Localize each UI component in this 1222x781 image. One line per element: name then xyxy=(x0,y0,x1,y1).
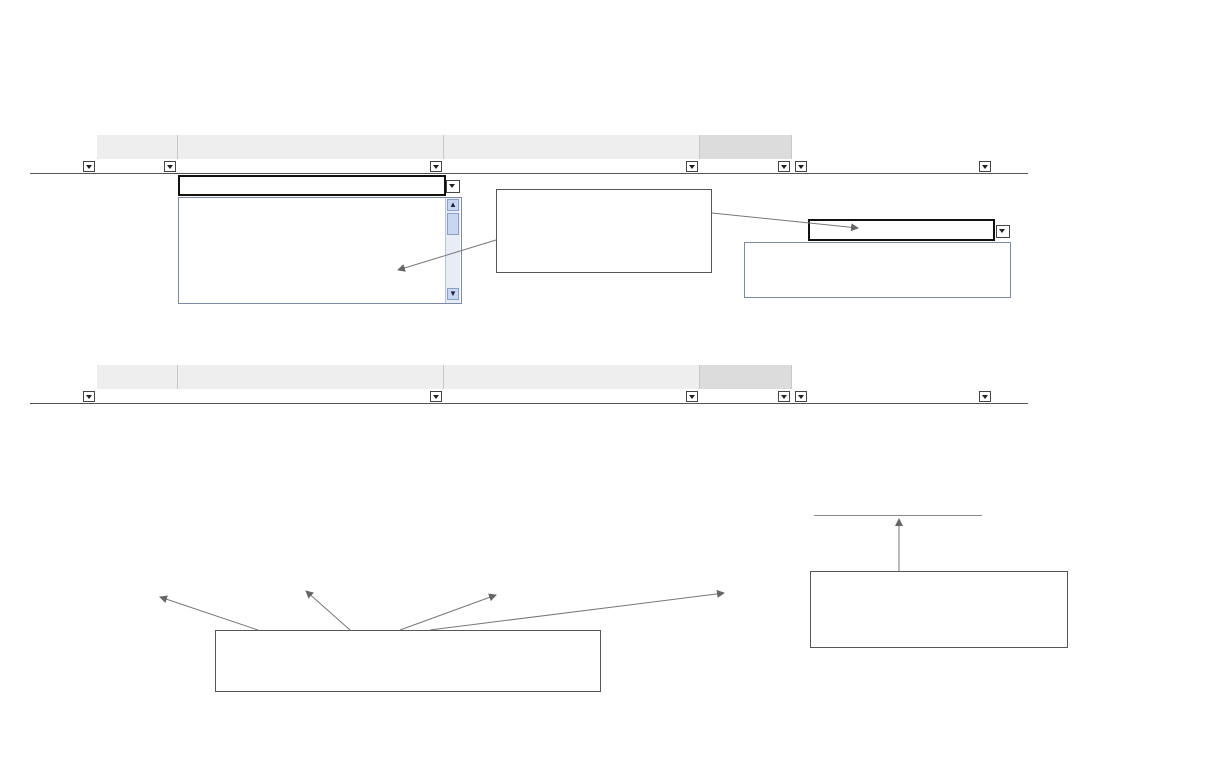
arrow-to-desc xyxy=(400,595,496,630)
scroll-up-icon[interactable]: ▲ xyxy=(447,199,459,211)
arrow-to-ripartizione xyxy=(712,213,858,228)
arrow-to-euro xyxy=(430,593,724,630)
arrow-to-date xyxy=(160,597,258,630)
scroll-down-icon[interactable]: ▼ xyxy=(447,288,459,300)
arrow-to-voce-list xyxy=(398,240,496,270)
arrow-to-voce xyxy=(306,591,350,630)
